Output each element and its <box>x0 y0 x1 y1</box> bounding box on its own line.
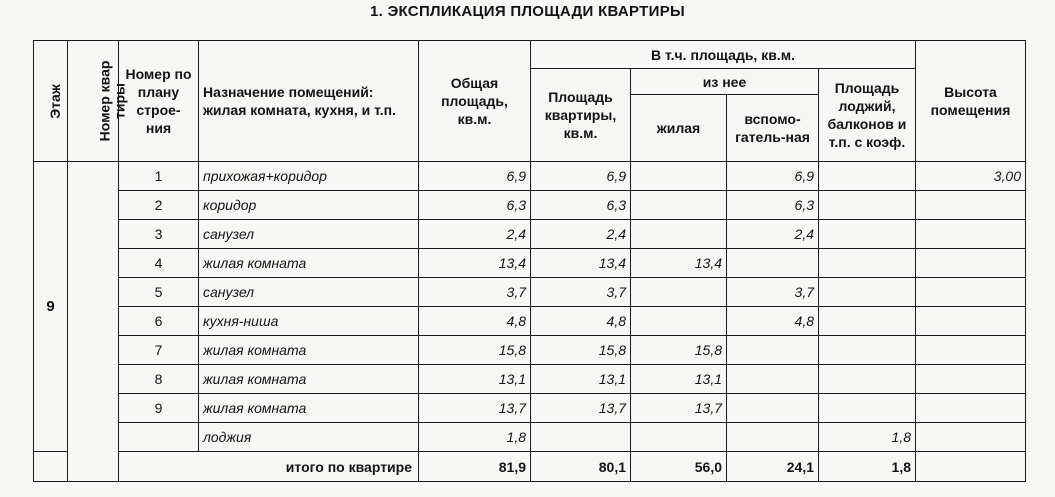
row-7-aux <box>727 336 819 365</box>
row-2-height <box>916 191 1026 220</box>
row-3-number: 3 <box>119 220 199 249</box>
row-9-height <box>916 394 1026 423</box>
row-7-number: 7 <box>119 336 199 365</box>
row-7-height <box>916 336 1026 365</box>
row-9-living: 13,7 <box>631 394 727 423</box>
row-1-apt: 6,9 <box>531 162 631 191</box>
row-6-loggia <box>819 307 916 336</box>
header-apartment-area: Площадь квартиры, кв.м. <box>531 69 631 162</box>
header-floor: Этаж <box>34 41 68 162</box>
row-4-living: 13,4 <box>631 249 727 278</box>
totals-apt: 80,1 <box>531 452 631 482</box>
row-4-apt: 13,4 <box>531 249 631 278</box>
row-4-number: 4 <box>119 249 199 278</box>
row-6-name: кухня-ниша <box>199 307 419 336</box>
header-loggia-area: Площадь лоджий, балконов и т.п. с коэф. <box>819 69 916 162</box>
header-auxiliary: вспомо- гатель-ная <box>727 95 819 162</box>
row-2-loggia <box>819 191 916 220</box>
row-2-aux: 6,3 <box>727 191 819 220</box>
header-plan-number: Номер по плану строе- ния <box>119 41 199 162</box>
row-8-apt: 13,1 <box>531 365 631 394</box>
row-2-total: 6,3 <box>419 191 531 220</box>
row-1-height: 3,00 <box>916 162 1026 191</box>
row-7-living: 15,8 <box>631 336 727 365</box>
row-3-total: 2,4 <box>419 220 531 249</box>
row-7-total: 15,8 <box>419 336 531 365</box>
row-3-apt: 2,4 <box>531 220 631 249</box>
row-9-total: 13,7 <box>419 394 531 423</box>
header-incl-area: В т.ч. площадь, кв.м. <box>531 41 916 69</box>
row-8-height <box>916 365 1026 394</box>
document-title: 1. ЭКСПЛИКАЦИЯ ПЛОЩАДИ КВАРТИРЫ <box>370 3 685 20</box>
row-6-aux: 4,8 <box>727 307 819 336</box>
row-3-name: санузел <box>199 220 419 249</box>
row-3-living <box>631 220 727 249</box>
row-4-name: жилая комната <box>199 249 419 278</box>
header-height: Высота помещения <box>916 41 1026 162</box>
totals-height <box>916 452 1026 482</box>
row-5-loggia <box>819 278 916 307</box>
row-6-total: 4,8 <box>419 307 531 336</box>
row-1-aux: 6,9 <box>727 162 819 191</box>
row-2-living <box>631 191 727 220</box>
row-5-aux: 3,7 <box>727 278 819 307</box>
row-10-apt <box>531 423 631 452</box>
row-5-name: санузел <box>199 278 419 307</box>
row-2-apt: 6,3 <box>531 191 631 220</box>
row-9-number: 9 <box>119 394 199 423</box>
row-8-living: 13,1 <box>631 365 727 394</box>
row-5-number: 5 <box>119 278 199 307</box>
row-3-loggia <box>819 220 916 249</box>
row-4-total: 13,4 <box>419 249 531 278</box>
row-1-name: прихожая+коридор <box>199 162 419 191</box>
row-1-loggia <box>819 162 916 191</box>
row-5-apt: 3,7 <box>531 278 631 307</box>
row-1-living <box>631 162 727 191</box>
floor-cell: 9 <box>34 162 68 452</box>
row-8-loggia <box>819 365 916 394</box>
row-10-aux <box>727 423 819 452</box>
header-of-which: из нее <box>631 69 819 95</box>
row-6-number: 6 <box>119 307 199 336</box>
row-10-loggia: 1,8 <box>819 423 916 452</box>
row-8-number: 8 <box>119 365 199 394</box>
row-7-apt: 15,8 <box>531 336 631 365</box>
row-3-aux: 2,4 <box>727 220 819 249</box>
totals-floor-cell <box>34 452 68 482</box>
header-apartment-number: Номер квар тиры <box>68 41 119 162</box>
header-purpose: Назначение помещений: жилая комната, кухня, и т.п. <box>199 41 419 162</box>
totals-total: 81,9 <box>419 452 531 482</box>
totals-aux: 24,1 <box>727 452 819 482</box>
row-9-aux <box>727 394 819 423</box>
row-8-aux <box>727 365 819 394</box>
row-10-total: 1,8 <box>419 423 531 452</box>
row-9-apt: 13,7 <box>531 394 631 423</box>
row-7-loggia <box>819 336 916 365</box>
header-total-area: Общая площадь, кв.м. <box>419 41 531 162</box>
row-3-height <box>916 220 1026 249</box>
row-2-name: коридор <box>199 191 419 220</box>
row-8-name: жилая комната <box>199 365 419 394</box>
row-10-height <box>916 423 1026 452</box>
row-5-total: 3,7 <box>419 278 531 307</box>
row-4-loggia <box>819 249 916 278</box>
row-10-living <box>631 423 727 452</box>
row-6-apt: 4,8 <box>531 307 631 336</box>
row-1-total: 6,9 <box>419 162 531 191</box>
row-9-name: жилая комната <box>199 394 419 423</box>
row-1-number: 1 <box>119 162 199 191</box>
row-8-total: 13,1 <box>419 365 531 394</box>
apartment-number-cell <box>68 162 119 482</box>
row-10-number <box>119 423 199 452</box>
row-4-aux <box>727 249 819 278</box>
row-2-number: 2 <box>119 191 199 220</box>
totals-label: итого по квартире <box>119 452 419 482</box>
row-4-height <box>916 249 1026 278</box>
totals-loggia: 1,8 <box>819 452 916 482</box>
totals-living: 56,0 <box>631 452 727 482</box>
row-5-living <box>631 278 727 307</box>
row-10-name: лоджия <box>199 423 419 452</box>
row-9-loggia <box>819 394 916 423</box>
row-7-name: жилая комната <box>199 336 419 365</box>
row-6-height <box>916 307 1026 336</box>
header-living: жилая <box>631 95 727 162</box>
row-6-living <box>631 307 727 336</box>
row-5-height <box>916 278 1026 307</box>
explication-table <box>33 40 1026 482</box>
